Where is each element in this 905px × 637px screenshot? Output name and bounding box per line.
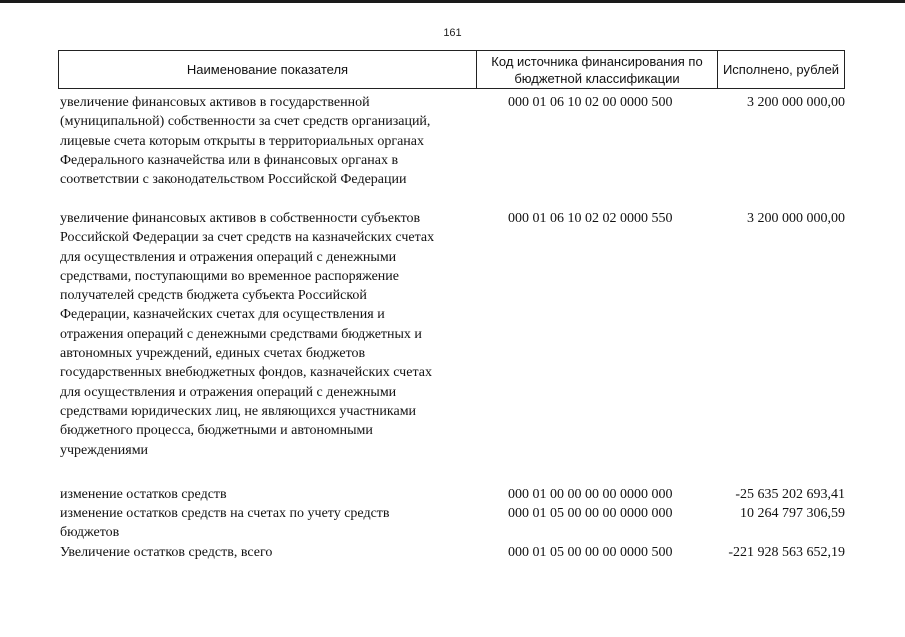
row-code: 000 01 06 10 02 02 0000 550 <box>508 211 673 226</box>
row-code: 000 01 06 10 02 00 0000 500 <box>508 95 673 110</box>
page-number: 161 <box>443 27 462 39</box>
row-amount: 3 200 000 000,00 <box>747 211 845 226</box>
row-amount: 10 264 797 306,59 <box>740 506 845 521</box>
row-amount: -25 635 202 693,41 <box>735 487 845 502</box>
page-top-border <box>0 0 905 3</box>
header-code-column: Код источника финансирования по бюджетной классификации <box>477 51 718 88</box>
row-name: изменение остатков средств на счетах по учету средств бюджетов <box>60 506 390 541</box>
header-name-column: Наименование показателя <box>59 51 477 88</box>
row-name: увеличение финансовых активов в государственной (муниципальной) собственности за счет средств организаций, лицевые счета которым открыты в территориальных органах Федерального казначейства или в финансовых органах в соответствии с законодательством Российской Федерации <box>60 95 431 188</box>
row-name: увеличение финансовых активов в собственности субъектов Российской Федерации за счет средств на казначейских счетах для осуществления и отражения операций с денежными средствами, поступающими во временное распоряжение получателей средств бюджета субъекта Российской Федерации, казначейских счетах для осуществления и отражения операций с денежными средствами бюджетных и автономных учреждений, единых счетах бюджетов государственных внебюджетных фондов, казначейских счетах для осуществления и отражения операций с денежными средствами юридических лиц, не являющихся участниками бюджетного процесса, бюджетными и автономными учреждениями <box>60 211 435 458</box>
row-name: Увеличение остатков средств, всего <box>60 545 273 560</box>
row-name: изменение остатков средств <box>60 487 227 502</box>
table-header <box>58 50 845 89</box>
row-code: 000 01 00 00 00 00 0000 000 <box>508 487 673 502</box>
row-code: 000 01 05 00 00 00 0000 500 <box>508 545 673 560</box>
row-amount: -221 928 563 652,19 <box>728 545 845 560</box>
row-amount: 3 200 000 000,00 <box>747 95 845 110</box>
row-code: 000 01 05 00 00 00 0000 000 <box>508 506 673 521</box>
header-amount-column: Исполнено, рублей <box>722 62 840 77</box>
